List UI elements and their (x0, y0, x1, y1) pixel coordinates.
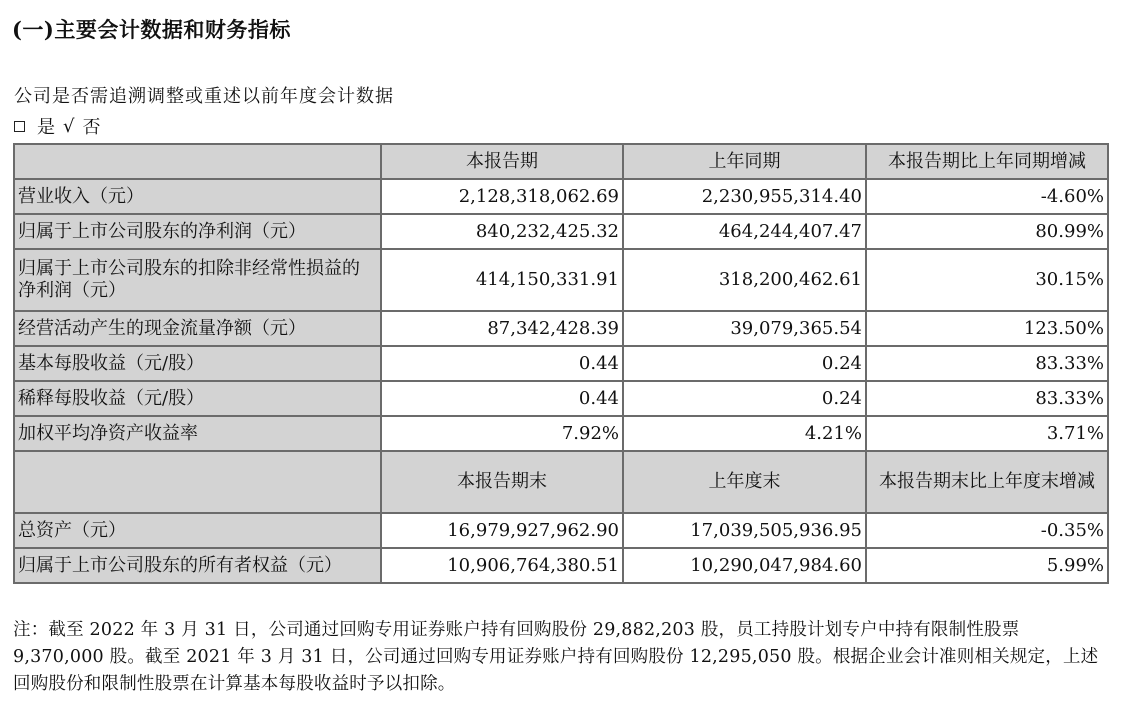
prior-value: 4.21% (623, 416, 866, 451)
change-value: 83.33% (866, 346, 1108, 381)
prior-value: 2,230,955,314.40 (623, 179, 866, 214)
row-label: 归属于上市公司股东的净利润（元） (14, 214, 381, 249)
change-value: 123.50% (866, 311, 1108, 346)
current-value: 0.44 (381, 346, 623, 381)
checkmark-icon: √ (63, 115, 75, 137)
table-row (14, 179, 1108, 214)
header-period-change: 本报告期比上年同期增减 (866, 144, 1108, 179)
change-value: -0.35% (866, 513, 1108, 548)
change-value: 30.15% (866, 249, 1108, 311)
change-value: 3.71% (866, 416, 1108, 451)
prior-value: 17,039,505,936.95 (623, 513, 866, 548)
prior-value: 10,290,047,984.60 (623, 548, 866, 583)
current-value: 16,979,927,962.90 (381, 513, 623, 548)
restatement-answer (14, 113, 100, 139)
prior-value: 0.24 (623, 346, 866, 381)
header-prior-year-end: 上年度末 (623, 451, 866, 513)
prior-value: 39,079,365.54 (623, 311, 866, 346)
unchecked-box-icon (14, 121, 25, 132)
row-label: 归属于上市公司股东的所有者权益（元） (14, 548, 381, 583)
restatement-question: 公司是否需追溯调整或重述以前年度会计数据 (14, 86, 394, 107)
change-value: 80.99% (866, 214, 1108, 249)
prior-value: 464,244,407.47 (623, 214, 866, 249)
row-label: 总资产（元） (14, 513, 381, 548)
current-value: 0.44 (381, 381, 623, 416)
header-prior-period: 上年同期 (623, 144, 866, 179)
current-value: 10,906,764,380.51 (381, 548, 623, 583)
table-row (14, 381, 1108, 416)
current-value: 2,128,318,062.69 (381, 179, 623, 214)
header-period-end-change: 本报告期末比上年度末增减 (866, 451, 1108, 513)
table-row (14, 513, 1108, 548)
table-row (14, 249, 1108, 311)
current-value: 840,232,425.32 (381, 214, 623, 249)
row-label: 基本每股收益（元/股） (14, 346, 381, 381)
footnote: 注：截至 2022 年 3 月 31 日，公司通过回购专用证券账户持有回购股份 29,882,203 股，员工持股计划专户中持有限制性股票 9,370,000 股。截至 2021 年 3 月 31 日，公司通过回购专用证券账户持有回购股份 12,295,050 股。根据企业会计准则相关规定，上述回购股份和限制性股票在计算基本每股收益时予以扣除。 (13, 620, 1099, 694)
balance-header-row (14, 451, 1108, 513)
change-value: -4.60% (866, 179, 1108, 214)
row-label: 稀释每股收益（元/股） (14, 381, 381, 416)
header-blank (14, 144, 381, 179)
change-value: 5.99% (866, 548, 1108, 583)
current-value: 87,342,428.39 (381, 311, 623, 346)
row-label: 经营活动产生的现金流量净额（元） (14, 311, 381, 346)
row-label: 归属于上市公司股东的扣除非经常性损益的净利润（元） (14, 249, 381, 311)
option-yes-label: 是 (37, 117, 55, 138)
financial-data-table (13, 143, 1109, 584)
current-value: 414,150,331.91 (381, 249, 623, 311)
header-blank (14, 451, 381, 513)
prior-value: 318,200,462.61 (623, 249, 866, 311)
period-header-row (14, 144, 1108, 179)
option-no-label: 否 (82, 117, 101, 138)
row-label: 营业收入（元） (14, 179, 381, 214)
change-value: 83.33% (866, 381, 1108, 416)
table-row (14, 214, 1108, 249)
current-value: 7.92% (381, 416, 623, 451)
table-row (14, 548, 1108, 583)
table-row (14, 416, 1108, 451)
row-label: 加权平均净资产收益率 (14, 416, 381, 451)
header-current-period: 本报告期 (381, 144, 623, 179)
section-title: (一)主要会计数据和财务指标 (12, 17, 291, 42)
prior-value: 0.24 (623, 381, 866, 416)
header-current-period-end: 本报告期末 (381, 451, 623, 513)
table-row (14, 311, 1108, 346)
table-row (14, 346, 1108, 381)
